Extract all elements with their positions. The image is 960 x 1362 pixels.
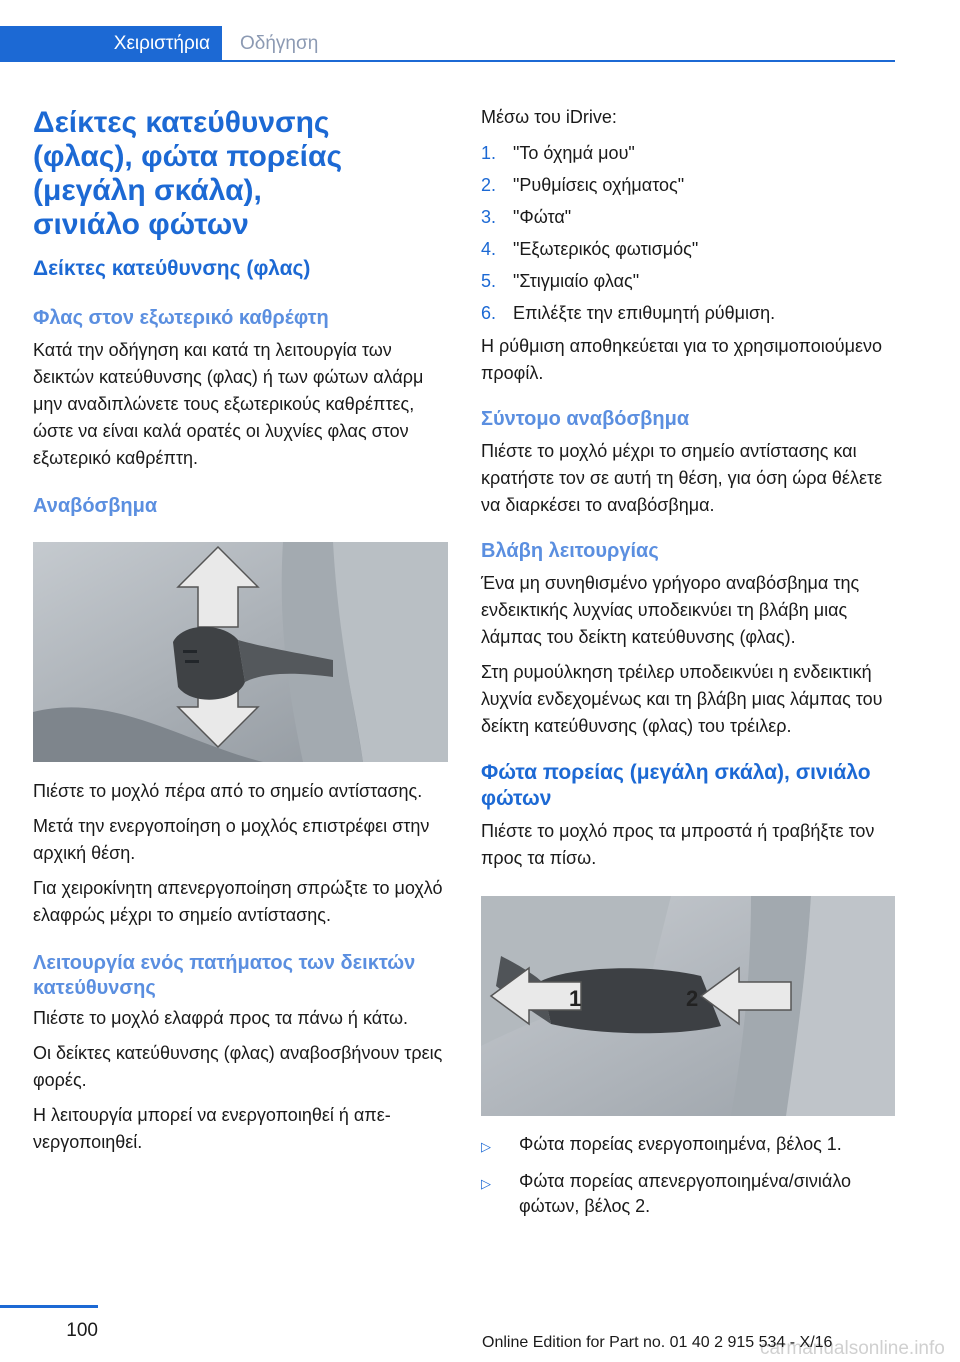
tab-controls[interactable]: Χειριστήρια (0, 26, 222, 62)
paragraph-mirror: Κατά την οδήγηση και κατά τη λειτουργία των δεικτών κατεύθυνσης (φλας) ή των φώτων αλάρμ μην αναδιπλώνετε τους εξωτερικούς καθρέπτες, ώστε να είναι καλά ορατές οι λυχνίες φλας στον εξωτερικό καθρέπτη. (33, 340, 424, 468)
stalk-forward-back-photo (481, 896, 895, 1116)
high-beam-bullets (481, 1132, 899, 1219)
arrow-1-label: 1 (569, 986, 582, 1011)
step-text: "Ρυθμίσεις οχήματος" (513, 175, 685, 195)
subheading-one-touch: Λειτουργία ενός πατήματος των δεικτών κατεύθυνσης (33, 952, 416, 999)
list-item (481, 141, 899, 166)
header-tabbar (0, 26, 895, 62)
list-item (481, 301, 899, 326)
paragraph-flash-return: Μετά την ενεργοποίηση ο μοχλός επιστρέφει στην αρχική θέση. (33, 816, 430, 863)
idrive-intro: Μέσω του iDrive: (481, 107, 617, 127)
paragraph-one-touch-toggle: Η λειτουργία μπορεί να ενεργοποιηθεί ή απενεργοποιηθεί. (33, 1105, 391, 1152)
idrive-steps (481, 141, 899, 326)
step-number: 3. (481, 207, 497, 227)
subheading-short-flash: Σύντομο αναβόσβημα (481, 408, 690, 430)
list-item (481, 173, 899, 198)
step-text: "Στιγμιαίο φλας" (513, 271, 640, 291)
step-text: "Το όχημά μου" (513, 143, 635, 163)
bullet-text: Φώτα πορείας ενεργοποιημένα, βέλος 1. (519, 1134, 842, 1154)
bullet-text: Φώτα πορείας απενεργοποιημένα/σινιάλο φώτων, βέλος 2. (519, 1171, 852, 1216)
paragraph-flash-off: Για χειροκίνητη απενεργοποίηση σπρώξτε το μοχλό ελαφρώς μέχρι το σημείο αντίστασης. (33, 878, 443, 925)
step-text: "Εξωτερικός φωτισμός" (513, 239, 699, 259)
step-number: 1. (481, 143, 497, 163)
subheading-high-beams: Φώτα πορείας (μεγάλη σκάλα), σινιάλο φώτων (481, 761, 871, 810)
stalk-forward-back-illustration (481, 896, 895, 1116)
list-item (481, 269, 899, 294)
footer-rule (0, 1305, 98, 1308)
paragraph-flash-press: Πιέστε το μοχλό πέρα από το σημείο αντίστασης. (33, 781, 423, 801)
paragraph-short-flash: Πιέστε το μοχλό μέχρι το σημείο αντίστασης και κρατήστε τον σε αυτή τη θέση, για όση ώρα θέλετε να διαρκέσει το αναβόσβημα. (481, 441, 883, 515)
subheading-flashing: Αναβόσβημα (33, 495, 158, 517)
subheading-malfunction: Βλάβη λειτουργίας (481, 540, 659, 562)
step-number: 5. (481, 271, 497, 291)
list-item (481, 1169, 899, 1219)
step-number: 2. (481, 175, 497, 195)
paragraph-one-touch-press: Πιέστε το μοχλό ελαφρά προς τα πάνω ή κάτω. (33, 1008, 409, 1028)
step-text: "Φώτα" (513, 207, 572, 227)
list-item (481, 205, 899, 230)
paragraph-trailer: Στη ρυμούλκηση τρέιλερ υποδεικνύει η ενδεικτική λυχνία ενδεχομένως και τη βλάβη μιας λάμπας του δείκτη κατεύθυνσης (φλας) του τρέιλερ. (481, 662, 883, 736)
arrow-2-label: 2 (686, 986, 699, 1011)
step-number: 4. (481, 239, 497, 259)
subheading-turn-signals: Δείκτες κατεύθυνσης (φλας) (33, 257, 311, 280)
paragraph-high-beams: Πιέστε το μοχλό προς τα μπροστά ή τραβήξτε τον προς τα πίσω. (481, 821, 875, 868)
tab-driving[interactable]: Οδήγηση (240, 33, 319, 54)
paragraph-malfunction: Ένα μη συνηθισμένο γρήγορο αναβόσβημα της ενδεικτικής λυχνίας υποδεικνύει τη βλάβη μιας λάμπας του δείκτη κατεύθυνσης (φλας). (481, 573, 860, 647)
stalk-up-down-illustration (33, 542, 448, 762)
list-item (481, 1132, 899, 1159)
paragraph-one-touch-three: Οι δείκτες κατεύθυνσης (φλας) αναβοσβήνουν τρεις φορές. (33, 1043, 443, 1090)
right-column (481, 100, 899, 1219)
left-column (33, 100, 448, 1156)
edition-note: Online Edition for Part no. 01 40 2 915 534 - X/16 (482, 1334, 833, 1351)
step-text: Επιλέξτε την επιθυμητή ρύθμιση. (513, 303, 776, 323)
subheading-mirror-signals: Φλας στον εξωτερικό καθρέφτη (33, 307, 329, 329)
section-title: Δείκτες κατεύθυνσης (φλας), φώτα πορείας (μεγάλη σκάλα), σινιάλο φώτων (33, 106, 343, 241)
triangle-bullet-icon: ▷ (481, 1139, 491, 1154)
paragraph-profile: Η ρύθμιση αποθηκεύεται για το χρησιμοποιούμενο προφίλ. (481, 336, 882, 383)
triangle-bullet-icon: ▷ (481, 1176, 491, 1191)
watermark: carmanualsonline.info (760, 1338, 945, 1359)
step-number: 6. (481, 303, 497, 323)
page-number: 100 (66, 1320, 98, 1341)
stalk-up-down-photo (33, 542, 448, 762)
list-item (481, 237, 899, 262)
header-rule (222, 60, 895, 62)
